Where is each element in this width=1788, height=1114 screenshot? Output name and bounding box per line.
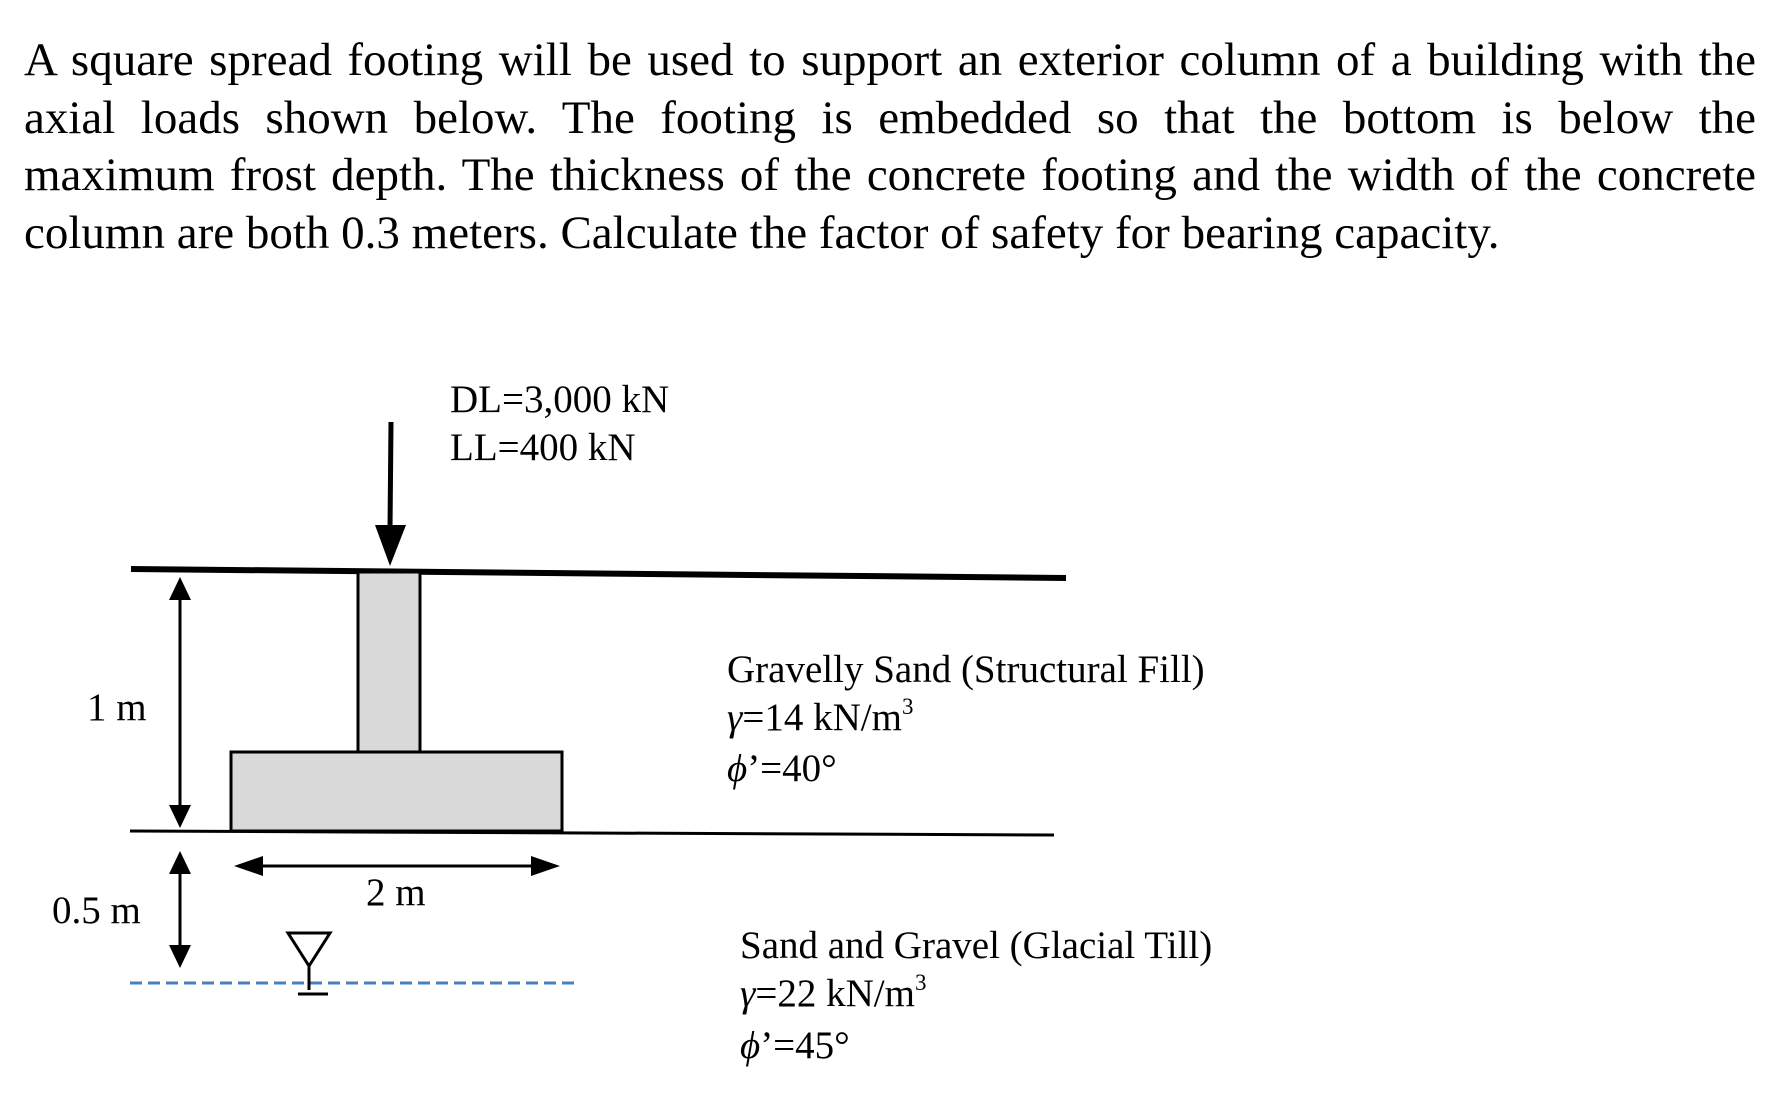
lower-layer-friction-angle: ϕ’=45° (740, 1024, 850, 1067)
unit-exponent: 3 (914, 970, 927, 995)
depth-lower-label: 0.5 m (52, 889, 141, 932)
upper-layer-name: Gravelly Sand (Structural Fill) (727, 648, 1205, 691)
unit-exponent: 3 (901, 694, 914, 719)
depth-dimension-upper (169, 577, 191, 828)
concrete-column (358, 572, 420, 752)
depth-dimension-lower (169, 851, 191, 968)
footing-width-label: 2 m (366, 871, 426, 914)
phi-symbol: ϕ (740, 1024, 761, 1067)
phi-symbol: ϕ (727, 747, 748, 790)
gamma-symbol: γ (740, 972, 756, 1015)
dead-load-label: DL=3,000 kN (450, 378, 670, 421)
upper-layer-unit-weight: γ=14 $kN/m^3$ (727, 694, 914, 739)
lower-layer-name: Sand and Gravel (Glacial Till) (740, 924, 1213, 967)
live-load-label: LL=400 kN (450, 426, 636, 469)
depth-upper-label: 1 m (87, 686, 147, 729)
ground-surface-line (131, 569, 1066, 578)
down-arrow-icon (375, 422, 406, 566)
lower-layer-unit-weight: γ=22 $kN/m^3$ (740, 970, 927, 1015)
concrete-footing (231, 752, 562, 831)
water-table-triangle-icon (288, 933, 330, 994)
gamma-symbol: γ (727, 696, 743, 739)
problem-statement: A square spread footing will be used to support an exterior column of a building with the axial loads shown below. The footing is embedded so that the bottom is below the maximum frost depth. The thickness of the concrete footing and the width of the concrete column are both 0.3 meters. Calculate the factor of safety for bearing capacity. (24, 34, 1756, 259)
upper-layer-friction-angle: ϕ’=40° (727, 747, 837, 790)
